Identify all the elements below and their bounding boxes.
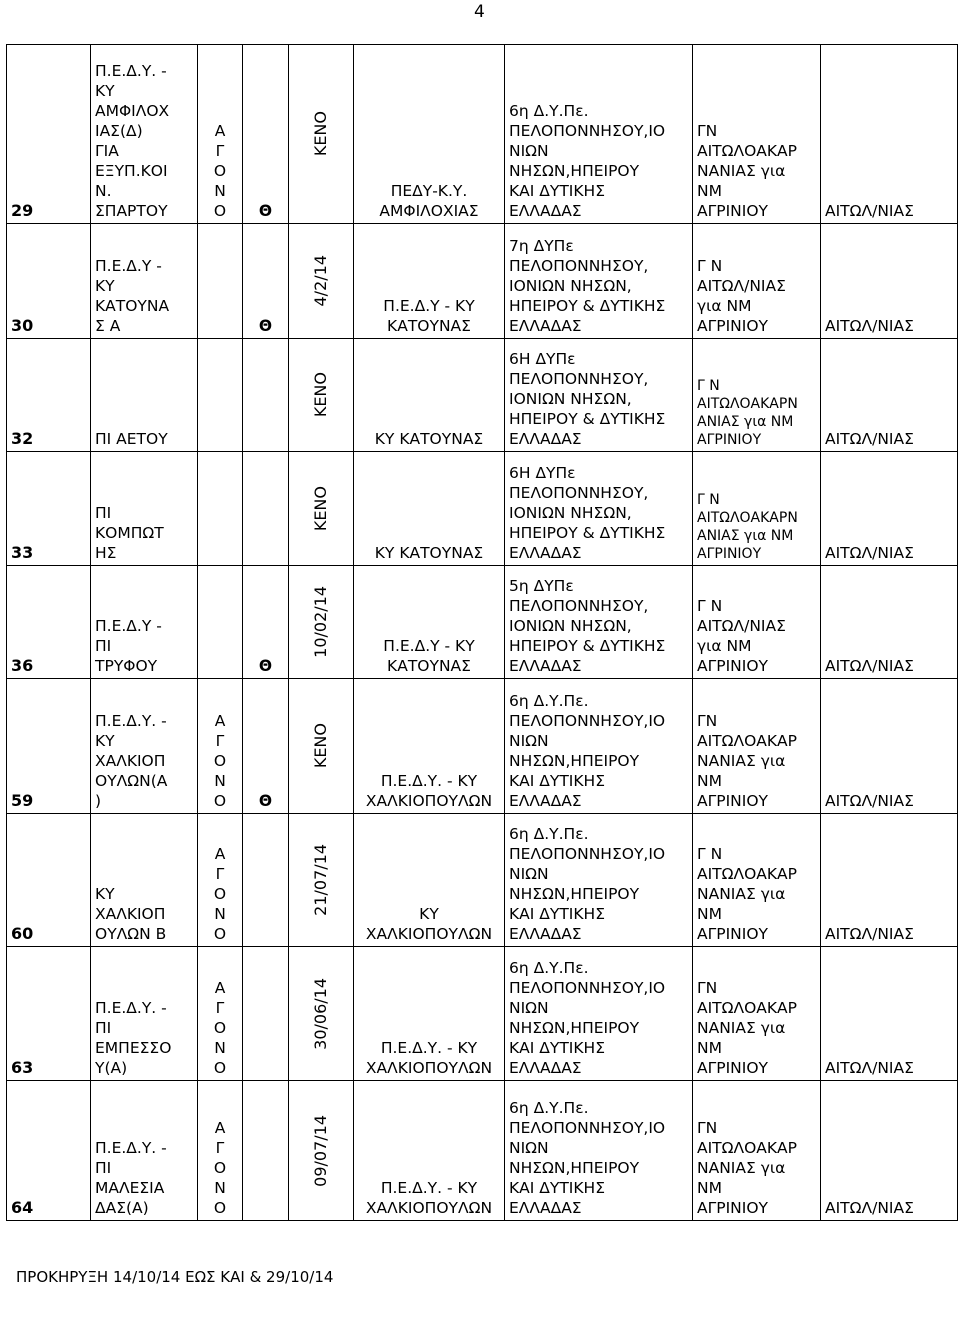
footer-note: ΠΡΟΚΗΡΥΞΗ 14/10/14 ΕΩΣ ΚΑΙ & 29/10/14 xyxy=(16,1268,334,1286)
text-line: ΠΕΛΟΠΟΝΝΗΣΟΥ,ΙΟ xyxy=(509,122,666,140)
text-line: Γ Ν xyxy=(697,378,720,394)
date-text: ΚΕΝΟ xyxy=(311,372,330,418)
school-cell xyxy=(91,814,198,947)
row-number-cell: 36 xyxy=(7,566,91,679)
table-row xyxy=(7,224,958,339)
text-line: ΚΟΜΠΩΤ xyxy=(95,524,164,542)
text-line: 6Η ΔΥΠε xyxy=(509,464,576,482)
text-line: ΚΥ ΚΑΤΟΥΝΑΣ xyxy=(374,544,484,562)
text-line: ΑΓΡΙΝΙΟΥ xyxy=(697,1059,768,1077)
theta-cell: Θ xyxy=(243,566,289,679)
text-line: ΠΕΛΟΠΟΝΝΗΣΟΥ,ΙΟ xyxy=(509,845,666,863)
text-line: Ν xyxy=(214,182,226,200)
text-line: ΝΜ xyxy=(697,182,722,200)
text-line: ΗΠΕΙΡΟΥ & ΔΥΤΙΚΗΣ xyxy=(509,410,666,428)
text-line: ΠΕΛΟΠΟΝΝΗΣΟΥ,ΙΟ xyxy=(509,1119,666,1137)
hospital-cell xyxy=(693,339,821,452)
text-line: Γ Ν xyxy=(697,845,723,863)
text-line: ΠΕΛΟΠΟΝΝΗΣΟΥ,ΙΟ xyxy=(509,979,666,997)
text-line: ΠΙ ΑΕΤΟΥ xyxy=(95,430,168,448)
text-line: ΝΜ xyxy=(697,905,722,923)
letters-cell xyxy=(198,224,243,339)
date-cell xyxy=(289,339,354,452)
text-line: ΑΙΤΩΛ/ΝΙΑΣ xyxy=(697,277,786,295)
text-line: ΠΕΛΟΠΟΝΝΗΣΟΥ, xyxy=(509,597,649,615)
region-cell xyxy=(505,224,693,339)
text-line: Ο xyxy=(213,1059,227,1077)
text-line: ΙΟΝΙΩΝ ΝΗΣΩΝ, xyxy=(509,277,632,295)
text-line: ΧΑΛΚΙΟΠΟΥΛΩΝ xyxy=(365,1059,493,1077)
service-cell xyxy=(354,45,505,224)
text-line: ΙΟΝΙΩΝ ΝΗΣΩΝ, xyxy=(509,617,632,635)
text-line: ΕΞΥΠ.ΚΟΙ xyxy=(95,162,168,180)
text-line: ΠΙ xyxy=(95,637,112,655)
text-line: ΝΙΩΝ xyxy=(509,1139,549,1157)
letters-cell xyxy=(198,452,243,566)
text-line: Π.Ε.Δ.Υ - ΚΥ xyxy=(383,637,475,655)
text-line: ΚΥ xyxy=(95,82,115,100)
letters-cell xyxy=(198,947,243,1081)
text-line: Α xyxy=(214,712,226,730)
text-line: ΓΙΑ xyxy=(95,142,119,160)
text-line: 6η Δ.Υ.Πε. xyxy=(509,102,589,120)
text-line: Ο xyxy=(213,752,227,770)
date-wrapper xyxy=(289,486,353,531)
hospital-cell xyxy=(693,224,821,339)
theta-cell: Θ xyxy=(243,45,289,224)
text-line: Π.Ε.Δ.Υ. - ΚΥ xyxy=(380,1039,478,1057)
letters-cell xyxy=(198,1081,243,1221)
school-cell xyxy=(91,339,198,452)
text-line: ΙΟΝΙΩΝ ΝΗΣΩΝ, xyxy=(509,504,632,522)
text-line: ΧΑΛΚΙΟΠΟΥΛΩΝ xyxy=(365,1199,493,1217)
text-line: ΠΙ xyxy=(95,1159,112,1177)
service-cell xyxy=(354,339,505,452)
text-line: ΚΑΤΟΥΝΑΣ xyxy=(387,317,471,335)
service-cell xyxy=(354,814,505,947)
text-line: ΚΑΙ ΔΥΤΙΚΗΣ xyxy=(509,1039,605,1057)
text-line: ΝΑΝΙΑΣ για xyxy=(697,1019,786,1037)
text-line: ΝΜ xyxy=(697,772,722,790)
prefecture-cell: ΑΙΤΩΛ/ΝΙΑΣ xyxy=(821,947,958,1081)
text-line: Ο xyxy=(213,885,227,903)
text-line: Ν. xyxy=(95,182,112,200)
school-cell xyxy=(91,45,198,224)
theta-cell: Θ xyxy=(243,679,289,814)
text-line: ΠΙ xyxy=(95,504,112,522)
text-line: Ο xyxy=(213,1159,227,1177)
text-line: ΧΑΛΚΙΟΠ xyxy=(95,752,166,770)
prefecture-cell: ΑΙΤΩΛ/ΝΙΑΣ xyxy=(821,566,958,679)
text-line: ΑΙΤΩΛΟΑΚΑΡ xyxy=(697,142,798,160)
service-cell xyxy=(354,452,505,566)
text-line: Ν xyxy=(214,1039,226,1057)
region-cell xyxy=(505,1081,693,1221)
text-line: Γ xyxy=(215,732,225,750)
text-line: ΝΜ xyxy=(697,1179,722,1197)
text-line: Π.Ε.Δ.Υ. - xyxy=(95,62,167,80)
text-line: ΙΑΣ(Δ) xyxy=(95,122,143,140)
text-line: ΝΑΝΙΑΣ για xyxy=(697,752,786,770)
text-line: ΧΑΛΚΙΟΠΟΥΛΩΝ xyxy=(365,792,493,810)
hospital-cell xyxy=(693,814,821,947)
text-line: ΠΕΔΥ-Κ.Υ. xyxy=(390,182,468,200)
text-line: ΚΥ xyxy=(95,277,115,295)
date-cell xyxy=(289,814,354,947)
school-cell xyxy=(91,224,198,339)
prefecture-cell: ΑΙΤΩΛ/ΝΙΑΣ xyxy=(821,1081,958,1221)
text-line: ΑΓΡΙΝΙΟΥ xyxy=(697,657,768,675)
text-line: 6η Δ.Υ.Πε. xyxy=(509,692,589,710)
text-line: Σ Α xyxy=(95,317,121,335)
date-wrapper xyxy=(289,723,353,768)
text-line: 6η Δ.Υ.Πε. xyxy=(509,959,589,977)
row-number-cell: 63 xyxy=(7,947,91,1081)
text-line: Ο xyxy=(213,202,227,220)
text-line: ΝΗΣΩΝ,ΗΠΕΙΡΟΥ xyxy=(509,885,640,903)
text-line: για ΝΜ xyxy=(697,297,752,315)
date-text: ΚΕΝΟ xyxy=(311,723,330,769)
text-line: ΑΙΤΩΛΟΑΚΑΡΝ xyxy=(697,396,798,412)
date-text: 4/2/14 xyxy=(311,255,330,307)
date-cell xyxy=(289,452,354,566)
text-line: Ο xyxy=(213,792,227,810)
text-line: ΑΙΤΩΛΟΑΚΑΡ xyxy=(697,999,798,1017)
row-number-cell: 60 xyxy=(7,814,91,947)
text-line: Γ Ν xyxy=(697,597,723,615)
text-line: Γ xyxy=(215,865,225,883)
prefecture-cell: ΑΙΤΩΛ/ΝΙΑΣ xyxy=(821,224,958,339)
text-line: ΗΠΕΙΡΟΥ & ΔΥΤΙΚΗΣ xyxy=(509,637,666,655)
service-cell xyxy=(354,947,505,1081)
text-line: ΝΑΝΙΑΣ για xyxy=(697,1159,786,1177)
prefecture-cell: ΑΙΤΩΛ/ΝΙΑΣ xyxy=(821,339,958,452)
date-text: 30/06/14 xyxy=(311,977,330,1050)
region-cell xyxy=(505,679,693,814)
text-line: ΚΥ xyxy=(95,885,115,903)
text-line: ΕΛΛΑΔΑΣ xyxy=(509,430,582,448)
text-line: Ν xyxy=(214,905,226,923)
table-row xyxy=(7,679,958,814)
region-cell xyxy=(505,452,693,566)
text-line: ΑΜΦΙΛΟΧΙΑΣ xyxy=(379,202,479,220)
page-number: 4 xyxy=(474,2,485,22)
text-line: ΙΟΝΙΩΝ ΝΗΣΩΝ, xyxy=(509,390,632,408)
text-line: Γ xyxy=(215,1139,225,1157)
letters-cell xyxy=(198,566,243,679)
date-cell xyxy=(289,45,354,224)
text-line: Γ xyxy=(215,142,225,160)
table-row xyxy=(7,1081,958,1221)
text-line: ΑΝΙΑΣ για ΝΜ xyxy=(697,528,794,544)
prefecture-cell: ΑΙΤΩΛ/ΝΙΑΣ xyxy=(821,45,958,224)
text-line: Ο xyxy=(213,162,227,180)
text-line: ΑΙΤΩΛ/ΝΙΑΣ xyxy=(697,617,786,635)
table-row xyxy=(7,566,958,679)
region-cell xyxy=(505,814,693,947)
text-line: ΤΡΥΦΟΥ xyxy=(95,657,158,675)
text-line: ΚΑΙ ΔΥΤΙΚΗΣ xyxy=(509,1179,605,1197)
text-line: ΕΛΛΑΔΑΣ xyxy=(509,544,582,562)
text-line: Π.Ε.Δ.Υ. - xyxy=(95,1139,167,1157)
text-line: ΜΑΛΕΣΙΑ xyxy=(95,1179,165,1197)
text-line: ΕΛΛΑΔΑΣ xyxy=(509,792,582,810)
text-line: ΝΗΣΩΝ,ΗΠΕΙΡΟΥ xyxy=(509,1159,640,1177)
text-line: 6η Δ.Υ.Πε. xyxy=(509,825,589,843)
letters-cell xyxy=(198,339,243,452)
text-line: ΑΙΤΩΛΟΑΚΑΡ xyxy=(697,732,798,750)
service-cell xyxy=(354,224,505,339)
theta-cell xyxy=(243,1081,289,1221)
text-line: ΚΑΤΟΥΝΑΣ xyxy=(387,657,471,675)
letters-cell xyxy=(198,814,243,947)
hospital-cell xyxy=(693,679,821,814)
text-line: Γ Ν xyxy=(697,492,720,508)
text-line: ) xyxy=(95,792,102,810)
text-line: Α xyxy=(214,845,226,863)
text-line: ΚΥ xyxy=(95,732,115,750)
region-cell xyxy=(505,566,693,679)
text-line: ΑΙΤΩΛΟΑΚΑΡΝ xyxy=(697,510,798,526)
theta-cell xyxy=(243,339,289,452)
text-line: ΓΝ xyxy=(697,712,718,730)
date-text: ΚΕΝΟ xyxy=(311,485,330,532)
text-line: ΠΕΛΟΠΟΝΝΗΣΟΥ, xyxy=(509,370,649,388)
text-line: ΓΝ xyxy=(697,1119,718,1137)
text-line: ΕΛΛΑΔΑΣ xyxy=(509,202,582,220)
text-line: ΝΗΣΩΝ,ΗΠΕΙΡΟΥ xyxy=(509,162,640,180)
date-wrapper xyxy=(289,586,353,658)
text-line: ΓΝ xyxy=(697,122,718,140)
text-line: Ο xyxy=(213,1199,227,1217)
hospital-cell xyxy=(693,566,821,679)
row-number-cell: 32 xyxy=(7,339,91,452)
text-line: ΑΓΡΙΝΙΟΥ xyxy=(697,792,768,810)
table-row xyxy=(7,45,958,224)
date-wrapper xyxy=(289,372,353,417)
text-line: ΑΝΙΑΣ για ΝΜ xyxy=(697,414,794,430)
date-text: 21/07/14 xyxy=(311,844,330,916)
text-line: ΗΣ xyxy=(95,544,117,562)
row-number-cell: 59 xyxy=(7,679,91,814)
text-line: ΝΙΩΝ xyxy=(509,732,549,750)
text-line: ΚΑΤΟΥΝΑ xyxy=(95,297,170,315)
text-line: ΝΗΣΩΝ,ΗΠΕΙΡΟΥ xyxy=(509,752,640,770)
text-line: 6η Δ.Υ.Πε. xyxy=(509,1099,589,1117)
text-line: ΟΥΛΩΝ Β xyxy=(95,925,167,943)
school-cell xyxy=(91,452,198,566)
text-line: 6Η ΔΥΠε xyxy=(509,350,576,368)
table-body xyxy=(7,45,958,1221)
text-line: ΗΠΕΙΡΟΥ & ΔΥΤΙΚΗΣ xyxy=(509,524,666,542)
prefecture-cell: ΑΙΤΩΛ/ΝΙΑΣ xyxy=(821,452,958,566)
text-line: Ν xyxy=(214,1179,226,1197)
text-line: για ΝΜ xyxy=(697,637,752,655)
table-row xyxy=(7,452,958,566)
date-text: 10/02/14 xyxy=(311,586,330,658)
table-row xyxy=(7,339,958,452)
text-line: Α xyxy=(214,122,226,140)
date-cell xyxy=(289,566,354,679)
text-line: Π.Ε.Δ.Υ. - xyxy=(95,712,167,730)
text-line: ΚΑΙ ΔΥΤΙΚΗΣ xyxy=(509,182,605,200)
text-line: ΑΙΤΩΛΟΑΚΑΡ xyxy=(697,1139,798,1157)
hospital-cell xyxy=(693,1081,821,1221)
text-line: ΝΙΩΝ xyxy=(509,142,549,160)
text-line: ΚΑΙ ΔΥΤΙΚΗΣ xyxy=(509,905,605,923)
text-line: ΝΙΩΝ xyxy=(509,999,549,1017)
text-line: ΧΑΛΚΙΟΠ xyxy=(95,905,166,923)
text-line: Π.Ε.Δ.Υ - ΚΥ xyxy=(383,297,475,315)
text-line: Υ(Α) xyxy=(95,1059,128,1077)
text-line: ΚΑΙ ΔΥΤΙΚΗΣ xyxy=(509,772,605,790)
text-line: Α xyxy=(214,979,226,997)
hospital-cell xyxy=(693,947,821,1081)
text-line: ΧΑΛΚΙΟΠΟΥΛΩΝ xyxy=(365,925,493,943)
text-line: 5η ΔΥΠε xyxy=(509,577,574,595)
text-line: ΠΙ xyxy=(95,1019,112,1037)
table-row xyxy=(7,947,958,1081)
text-line: Π.Ε.Δ.Υ - xyxy=(95,617,162,635)
service-cell xyxy=(354,679,505,814)
letters-cell xyxy=(198,45,243,224)
date-text: ΚΕΝΟ xyxy=(311,111,330,157)
text-line: ΠΕΛΟΠΟΝΝΗΣΟΥ,ΙΟ xyxy=(509,712,666,730)
text-line: Π.Ε.Δ.Υ. - ΚΥ xyxy=(380,1179,478,1197)
service-cell xyxy=(354,1081,505,1221)
text-line: ΑΓΡΙΝΙΟΥ xyxy=(697,925,768,943)
text-line: ΚΥ ΚΑΤΟΥΝΑΣ xyxy=(374,430,484,448)
school-cell xyxy=(91,1081,198,1221)
date-wrapper xyxy=(289,978,353,1050)
hospital-cell xyxy=(693,45,821,224)
text-line: Γ xyxy=(215,999,225,1017)
theta-cell xyxy=(243,814,289,947)
text-line: ΣΠΑΡΤΟΥ xyxy=(95,202,168,220)
text-line: ΝΜ xyxy=(697,1039,722,1057)
theta-cell xyxy=(243,452,289,566)
text-line: ΝΑΝΙΑΣ για xyxy=(697,885,786,903)
date-cell xyxy=(289,224,354,339)
date-wrapper xyxy=(289,111,353,156)
text-line: ΑΓΡΙΝΙΟΥ xyxy=(697,317,768,335)
positions-table xyxy=(6,44,958,1221)
text-line: ΝΙΩΝ xyxy=(509,865,549,883)
row-number-cell: 64 xyxy=(7,1081,91,1221)
letters-cell xyxy=(198,679,243,814)
text-line: Α xyxy=(214,1119,226,1137)
text-line: Π.Ε.Δ.Υ. - ΚΥ xyxy=(380,772,478,790)
text-line: Ν xyxy=(214,772,226,790)
text-line: ΚΥ xyxy=(419,905,439,923)
row-number-cell: 29 xyxy=(7,45,91,224)
date-cell xyxy=(289,947,354,1081)
text-line: ΠΕΛΟΠΟΝΝΗΣΟΥ, xyxy=(509,257,649,275)
text-line: ΠΕΛΟΠΟΝΝΗΣΟΥ, xyxy=(509,484,649,502)
text-line: ΗΠΕΙΡΟΥ & ΔΥΤΙΚΗΣ xyxy=(509,297,666,315)
text-line: ΓΝ xyxy=(697,979,718,997)
theta-cell xyxy=(243,947,289,1081)
date-text: 09/07/14 xyxy=(311,1114,330,1187)
text-line: ΕΛΛΑΔΑΣ xyxy=(509,1059,582,1077)
date-cell xyxy=(289,1081,354,1221)
prefecture-cell: ΑΙΤΩΛ/ΝΙΑΣ xyxy=(821,814,958,947)
service-cell xyxy=(354,566,505,679)
region-cell xyxy=(505,947,693,1081)
theta-cell: Θ xyxy=(243,224,289,339)
text-line: ΑΓΡΙΝΙΟΥ xyxy=(697,432,762,448)
text-line: ΔΑΣ(Α) xyxy=(95,1199,149,1217)
date-wrapper xyxy=(289,1115,353,1187)
school-cell xyxy=(91,679,198,814)
text-line: ΕΛΛΑΔΑΣ xyxy=(509,317,582,335)
row-number-cell: 33 xyxy=(7,452,91,566)
row-number-cell: 30 xyxy=(7,224,91,339)
date-wrapper xyxy=(289,844,353,916)
text-line: ΑΓΡΙΝΙΟΥ xyxy=(697,1199,768,1217)
hospital-cell xyxy=(693,452,821,566)
date-wrapper xyxy=(289,255,353,307)
region-cell xyxy=(505,339,693,452)
prefecture-cell: ΑΙΤΩΛ/ΝΙΑΣ xyxy=(821,679,958,814)
text-line: ΕΛΛΑΔΑΣ xyxy=(509,657,582,675)
text-line: 7η ΔΥΠε xyxy=(509,237,574,255)
text-line: ΑΙΤΩΛΟΑΚΑΡ xyxy=(697,865,798,883)
text-line: Ο xyxy=(213,1019,227,1037)
text-line: ΟΥΛΩΝ(Α xyxy=(95,772,168,790)
text-line: ΝΗΣΩΝ,ΗΠΕΙΡΟΥ xyxy=(509,1019,640,1037)
text-line: Π.Ε.Δ.Υ. - xyxy=(95,999,167,1017)
text-line: ΕΜΠΕΣΣΟ xyxy=(95,1039,172,1057)
text-line: ΑΓΡΙΝΙΟΥ xyxy=(697,202,768,220)
text-line: Γ Ν xyxy=(697,257,723,275)
text-line: Π.Ε.Δ.Υ - xyxy=(95,257,162,275)
text-line: ΕΛΛΑΔΑΣ xyxy=(509,925,582,943)
text-line: Ο xyxy=(213,925,227,943)
school-cell xyxy=(91,566,198,679)
region-cell xyxy=(505,45,693,224)
text-line: ΑΜΦΙΛΟΧ xyxy=(95,102,170,120)
date-cell xyxy=(289,679,354,814)
text-line: ΕΛΛΑΔΑΣ xyxy=(509,1199,582,1217)
school-cell xyxy=(91,947,198,1081)
text-line: ΑΓΡΙΝΙΟΥ xyxy=(697,546,762,562)
text-line: ΝΑΝΙΑΣ για xyxy=(697,162,786,180)
table-row xyxy=(7,814,958,947)
